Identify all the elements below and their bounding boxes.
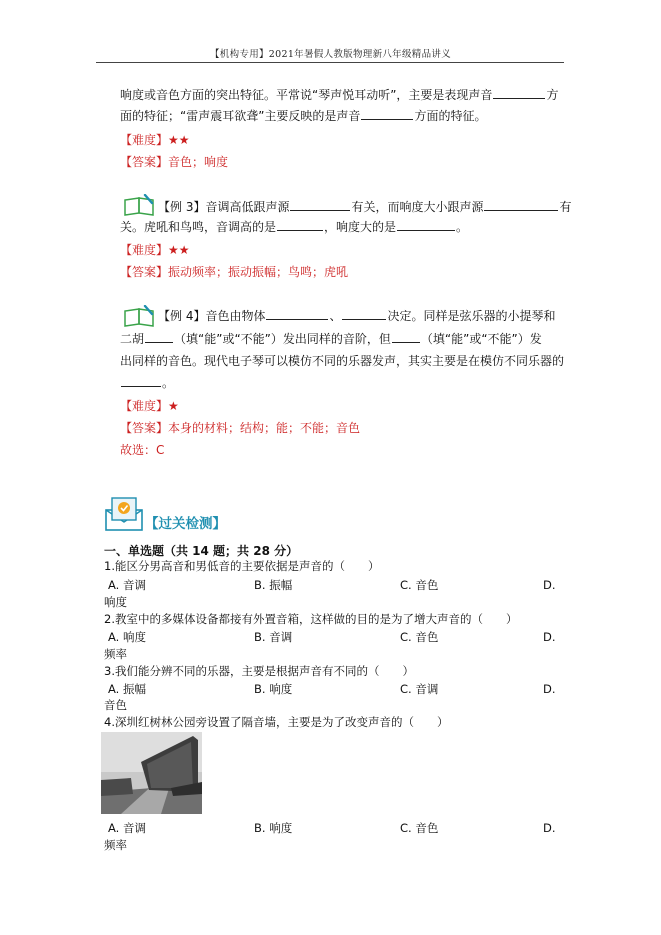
question-4-option-d-text: 频率 bbox=[104, 838, 127, 852]
question-4-option-c[interactable]: C. 音色 bbox=[400, 821, 439, 835]
difficulty-label: 【难度】 bbox=[120, 399, 169, 413]
answer-label: 【答案】 bbox=[120, 155, 169, 169]
p1-line1 bbox=[120, 86, 565, 104]
p1-answer bbox=[120, 153, 565, 171]
ex3-title: 【例 3】 bbox=[158, 200, 206, 214]
question-3-option-c[interactable]: C. 音调 bbox=[400, 682, 439, 696]
answer-label: 【答案】 bbox=[120, 265, 169, 279]
answer-text: 本身的材料；结构；能；不能；音色 bbox=[168, 421, 361, 435]
answer-text: 振动频率；振动振幅；鸟鸣；虎吼 bbox=[168, 265, 349, 279]
question-2-option-a[interactable]: A. 响度 bbox=[108, 630, 146, 644]
ex4-text: 二胡 bbox=[120, 332, 145, 346]
question-4-option-a[interactable]: A. 音调 bbox=[108, 821, 146, 835]
ex4-text: 、 bbox=[329, 309, 342, 323]
question-1-option-d-text: 响度 bbox=[104, 595, 127, 609]
sound-barrier-wall-image bbox=[101, 732, 202, 814]
question-2-option-b[interactable]: B. 音调 bbox=[254, 630, 293, 644]
question-2-option-c[interactable]: C. 音色 bbox=[400, 630, 439, 644]
ex4-answer bbox=[120, 419, 565, 437]
blank bbox=[493, 87, 545, 99]
ex4-line2 bbox=[120, 330, 565, 348]
ex3-line1 bbox=[158, 198, 578, 216]
ex3-text: 。 bbox=[456, 220, 469, 234]
question-2-stem: 2.教室中的多媒体设备都接有外置音箱，这样做的目的是为了增大声音的（ ） bbox=[104, 612, 518, 626]
book-pen-icon bbox=[123, 305, 157, 327]
question-1-option-a[interactable]: A. 音调 bbox=[108, 578, 146, 592]
ex4-title: 【例 4】 bbox=[158, 309, 206, 323]
question-3-stem: 3.我们能分辨不同的乐器，主要是根据声音有不同的（ ） bbox=[104, 664, 414, 678]
blank bbox=[145, 331, 173, 343]
page-header: 【机构专用】2021年暑假人教版物理新八年级精品讲义 bbox=[210, 49, 451, 60]
checkpoint-title: 【过关检测】 bbox=[145, 516, 226, 532]
difficulty-label: 【难度】 bbox=[120, 243, 169, 257]
p1-line1-text-b: 方 bbox=[546, 88, 559, 102]
ex4-text: 决定。同样是弦乐器的小提琴和 bbox=[387, 309, 556, 323]
blank bbox=[392, 331, 420, 343]
blank bbox=[361, 108, 413, 120]
p1-line2-text-b: 方面的特征。 bbox=[414, 109, 487, 123]
ex3-text: 有关，而响度大小跟声源 bbox=[351, 200, 484, 214]
ex4-choice: 故选：C bbox=[120, 443, 165, 457]
section-title: 一、单选题（共 14 题；共 28 分） bbox=[104, 544, 299, 558]
question-3-option-d-text: 音色 bbox=[104, 698, 127, 712]
ex4-text: 音色由物体 bbox=[205, 309, 266, 323]
ex3-difficulty bbox=[120, 241, 565, 259]
question-1-option-c[interactable]: C. 音色 bbox=[400, 578, 439, 592]
blank bbox=[266, 308, 328, 320]
star-icon: ★ bbox=[168, 399, 179, 413]
ex4-text: （填“能”或“不能”）发 bbox=[420, 332, 542, 346]
difficulty-label: 【难度】 bbox=[120, 133, 169, 147]
checklist-icon bbox=[104, 496, 146, 532]
blank bbox=[290, 199, 350, 211]
question-3-option-a[interactable]: A. 振幅 bbox=[108, 682, 146, 696]
question-2-option-d-text: 频率 bbox=[104, 647, 127, 661]
answer-text: 音色；响度 bbox=[168, 155, 229, 169]
star-icon: ★★ bbox=[168, 133, 190, 147]
ex4-text: 。 bbox=[162, 376, 175, 390]
question-4-stem: 4.深圳红树林公园旁设置了隔音墙，主要是为了改变声音的（ ） bbox=[104, 715, 449, 729]
question-4-option-b[interactable]: B. 响度 bbox=[254, 821, 293, 835]
blank bbox=[277, 219, 323, 231]
question-1-option-d[interactable]: D. bbox=[543, 578, 556, 592]
blank bbox=[121, 375, 161, 387]
ex3-text: 有 bbox=[559, 200, 572, 214]
question-2-option-d[interactable]: D. bbox=[543, 630, 556, 644]
blank bbox=[484, 199, 558, 211]
sound-barrier-photo bbox=[101, 732, 202, 814]
ex4-text: （填“能”或“不能”）发出同样的音阶，但 bbox=[174, 332, 391, 346]
blank bbox=[342, 308, 386, 320]
question-3-option-b[interactable]: B. 响度 bbox=[254, 682, 293, 696]
ex4-text: 出同样的音色。现代电子琴可以模仿不同的乐器发声，其实主要是在模仿不同乐器的 bbox=[120, 354, 565, 368]
header-divider bbox=[96, 62, 564, 63]
ex4-difficulty bbox=[120, 397, 565, 415]
ex3-line2 bbox=[120, 218, 565, 236]
blank bbox=[397, 219, 455, 231]
p1-line2-text-a: 面的特征；“雷声震耳欲聋”主要反映的是声音 bbox=[120, 109, 361, 123]
ex3-answer bbox=[120, 263, 565, 281]
answer-label: 【答案】 bbox=[120, 421, 169, 435]
p1-difficulty bbox=[120, 131, 565, 149]
ex3-text: 音调高低跟声源 bbox=[205, 200, 290, 214]
p1-line2 bbox=[120, 107, 565, 125]
ex3-text: ，响度大的是 bbox=[324, 220, 397, 234]
star-icon: ★★ bbox=[168, 243, 190, 257]
ex4-line3 bbox=[120, 352, 565, 370]
p1-line1-text-a: 响度或音色方面的突出特征。平常说“琴声悦耳动听”，主要是表现声音 bbox=[120, 88, 493, 102]
book-pen-icon bbox=[123, 194, 157, 216]
question-1-stem: 1.能区分男高音和男低音的主要依据是声音的（ ） bbox=[104, 559, 380, 573]
question-4-option-d[interactable]: D. bbox=[543, 821, 556, 835]
question-3-option-d[interactable]: D. bbox=[543, 682, 556, 696]
ex4-line1 bbox=[158, 307, 578, 325]
ex3-text: 关。虎吼和鸟鸣，音调高的是 bbox=[120, 220, 277, 234]
question-1-option-b[interactable]: B. 振幅 bbox=[254, 578, 293, 592]
ex4-line4 bbox=[120, 374, 565, 392]
